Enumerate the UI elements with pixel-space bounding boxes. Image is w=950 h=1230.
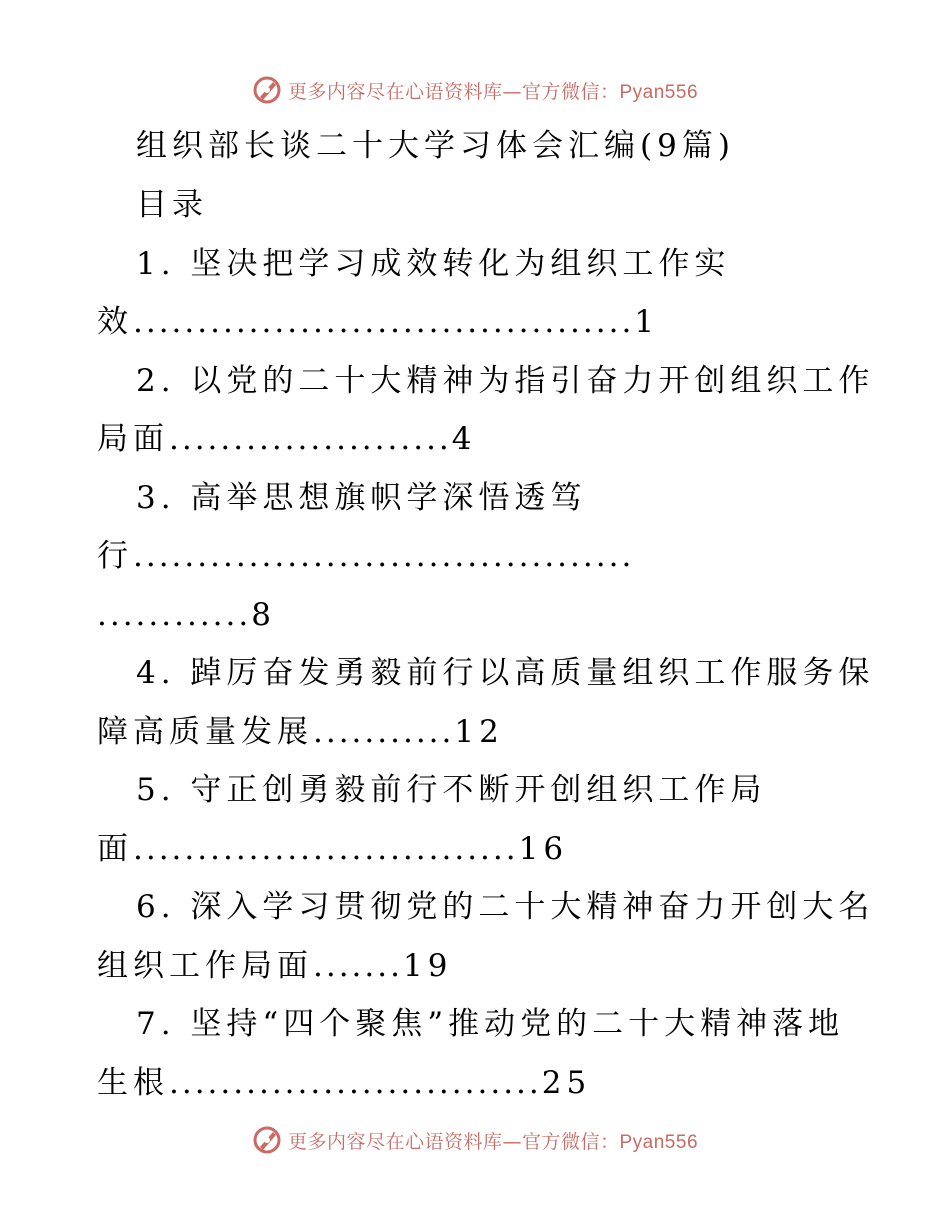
- toc-leader-dots: .......................................: [133, 304, 635, 340]
- watermark-wechat-id: Pyan556: [619, 1131, 699, 1153]
- toc-leader-dots: ...........: [313, 714, 455, 750]
- toc-entry-2-page: 4: [451, 421, 477, 457]
- toc-entry-7-tail: 生根: [97, 1065, 169, 1101]
- toc-entry-4-line-2: [97, 712, 504, 752]
- toc-entry-1-page: 1: [634, 304, 660, 340]
- watermark-text: [288, 77, 698, 104]
- watermark-label: 更多内容尽在心语资料库—官方微信：: [287, 1130, 620, 1153]
- toc-leader-dots: ......................: [169, 421, 452, 457]
- toc-entry-3-tail: 行: [97, 538, 133, 574]
- toc-entry-4-tail: 障高质量发展: [97, 714, 313, 750]
- document-title: 组织部长谈二十大学习体会汇编(9篇): [136, 128, 735, 164]
- toc-entry-2-tail: 局面: [97, 421, 169, 457]
- toc-leader-dots: .............................: [169, 1065, 542, 1101]
- toc-entry-5-line-2: [97, 829, 568, 869]
- toc-leader-dots: .......................................: [133, 538, 635, 574]
- toc-entry-1-line-1: 1. 坚决把学习成效转化为组织工作实: [136, 246, 731, 282]
- toc-entry-1-tail: 效: [97, 304, 133, 340]
- toc-entry-4-line-1: 4. 踔厉奋发勇毅前行以高质量组织工作服务保: [136, 655, 875, 691]
- toc-entry-5-page: 16: [518, 831, 569, 867]
- toc-entry-3-line-2: [97, 536, 634, 576]
- watermark-wechat-id: Pyan556: [619, 81, 699, 103]
- toc-leader-dots: ..............................: [133, 831, 519, 867]
- watermark-footer: [0, 1120, 950, 1160]
- toc-leader-dots: .......: [313, 948, 403, 984]
- toc-entry-2-line-2: [97, 419, 477, 459]
- toc-entry-3-line-1: 3. 高举思想旗帜学深悟透笃: [136, 480, 587, 516]
- toc-heading: 目录: [136, 187, 208, 223]
- toc-entry-7-line-1: 7. 坚持“四个聚焦”推动党的二十大精神落地: [136, 1006, 845, 1042]
- toc-entry-5-tail: 面: [97, 831, 133, 867]
- watermark-logo-icon: [252, 1125, 282, 1155]
- toc-entry-7-line-2: [97, 1063, 591, 1103]
- toc-entry-1-line-2: [97, 302, 659, 342]
- watermark-label: 更多内容尽在心语资料库—官方微信：: [287, 80, 620, 103]
- toc-entry-6-line-1: 6. 深入学习贯彻党的二十大精神奋力开创大名: [136, 889, 875, 925]
- toc-entry-2-line-1: 2. 以党的二十大精神为指引奋力开创组织工作: [136, 363, 875, 399]
- toc-entry-6-tail: 组织工作局面: [97, 948, 313, 984]
- toc-entry-7-page: 25: [541, 1065, 592, 1101]
- toc-entry-3-line-3: [97, 595, 276, 635]
- toc-entry-5-line-1: 5. 守正创勇毅前行不断开创组织工作局: [136, 772, 767, 808]
- watermark-logo-icon: [252, 75, 282, 105]
- toc-entry-4-page: 12: [454, 714, 504, 750]
- watermark-header: [0, 70, 950, 110]
- toc-entry-6-line-2: [97, 946, 452, 986]
- toc-entry-6-page: 19: [402, 948, 453, 984]
- watermark-text: [288, 1127, 698, 1154]
- toc-leader-dots: ............: [97, 597, 252, 633]
- toc-entry-3-page: 8: [251, 597, 276, 633]
